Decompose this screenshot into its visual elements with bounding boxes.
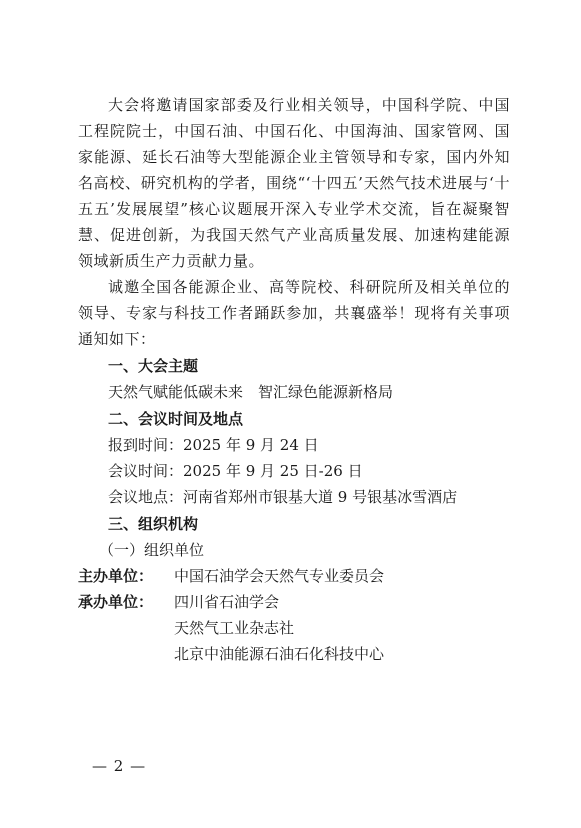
section-heading-theme: 一、大会主题 xyxy=(108,357,199,375)
organizer-name: 北京中油能源石油石化科技中心 xyxy=(174,645,385,663)
organizer-row xyxy=(78,615,510,641)
document-body xyxy=(78,92,510,667)
host-name: 中国石油学会天然气专业委员会 xyxy=(174,567,385,585)
section-heading-time-location: 二、会议时间及地点 xyxy=(108,410,244,428)
intro-paragraph: 大会将邀请国家部委及行业相关领导，中国科学院、中国工程院院士，中国石油、中国石化、中国海油、国家管网、国家能源、延长石油等大型能源企业主管领导和专家，国内外知名高校、研究机构的学者，围绕“‘十四五’天然气技术进展与‘十五五’发展展望”核心议题展开深入专业学术交流，旨在凝聚智慧、促进创新，为我国天然气产业高质量发展、加速构建能源领域新质生产力贡献力量。 xyxy=(78,96,510,270)
organizer-name: 四川省石油学会 xyxy=(174,593,280,611)
organizer-name: 天然气工业杂志社 xyxy=(174,619,295,637)
organizer-row xyxy=(78,589,510,615)
organizer-row xyxy=(78,641,510,667)
organizer-label: 承办单位： xyxy=(78,593,154,611)
conference-theme: 天然气赋能低碳未来 智汇绿色能源新格局 xyxy=(108,383,394,401)
host-label: 主办单位： xyxy=(78,567,154,585)
sub-heading-organizing-units: （一）组织单位 xyxy=(99,541,205,559)
host-row xyxy=(78,563,510,589)
meeting-location: 会议地点：河南省郑州市银基大道 9 号银基冰雪酒店 xyxy=(108,488,458,506)
registration-time: 报到时间：2025 年 9 月 24 日 xyxy=(108,436,319,454)
meeting-time: 会议时间：2025 年 9 月 25 日-26 日 xyxy=(108,462,363,480)
section-heading-organization: 三、组织机构 xyxy=(108,515,199,533)
invitation-paragraph: 诚邀全国各能源企业、高等院校、科研院所及相关单位的领导、专家与科技工作者踊跃参加，共襄盛举！现将有关事项通知如下： xyxy=(78,278,510,348)
page-number: — 2 — xyxy=(92,757,147,775)
